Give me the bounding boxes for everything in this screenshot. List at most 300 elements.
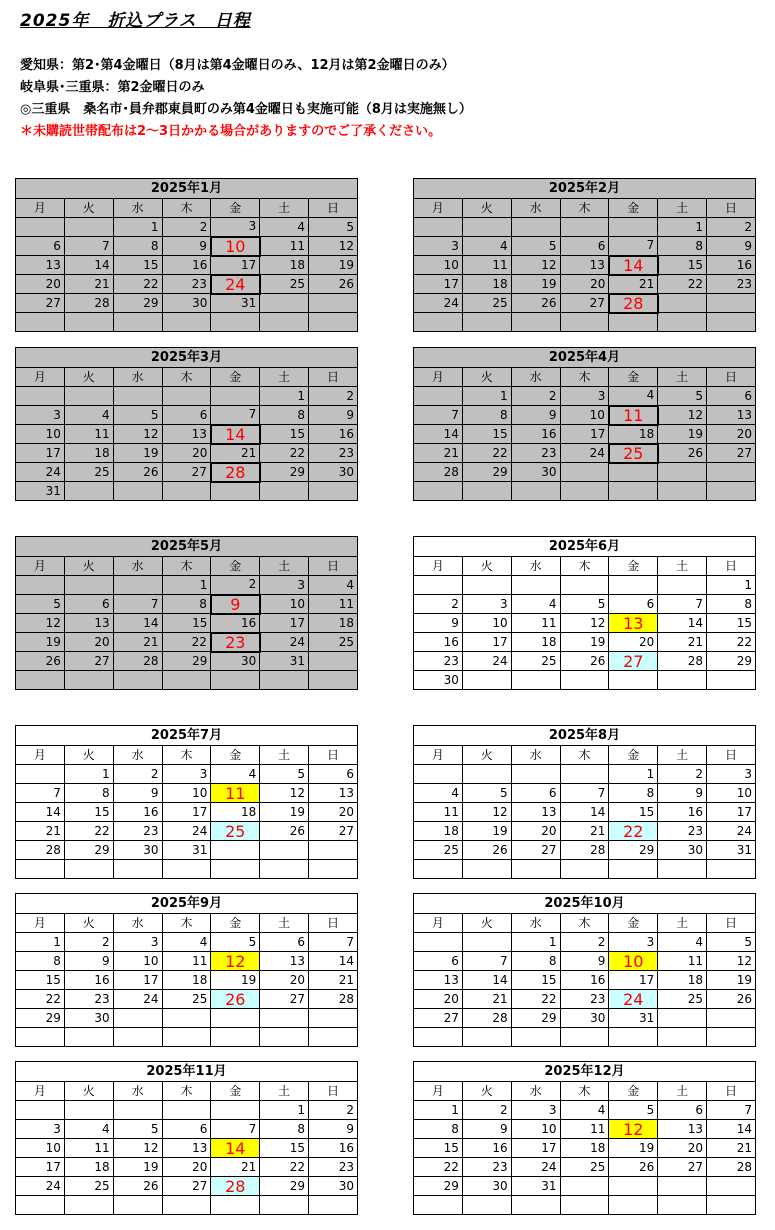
day-cell: 12 bbox=[511, 256, 560, 275]
empty-cell bbox=[511, 313, 560, 332]
day-cell: 6 bbox=[64, 595, 113, 614]
day-cell: 20 bbox=[162, 444, 211, 463]
empty-cell bbox=[162, 387, 211, 406]
day-cell: 24 bbox=[707, 822, 756, 841]
weekday-label: 月 bbox=[16, 746, 65, 765]
empty-cell bbox=[609, 313, 658, 332]
day-cell: 20 bbox=[64, 633, 113, 652]
weekday-label: 水 bbox=[511, 368, 560, 387]
day-cell-highlight: 11 bbox=[609, 406, 658, 425]
day-cell: 24 bbox=[162, 822, 211, 841]
empty-cell bbox=[707, 671, 756, 690]
weekday-label: 木 bbox=[162, 368, 211, 387]
day-cell: 4 bbox=[309, 576, 358, 595]
day-cell: 7 bbox=[609, 237, 658, 256]
day-cell: 23 bbox=[113, 822, 162, 841]
day-cell: 9 bbox=[511, 406, 560, 425]
month-title: 2025年1月 bbox=[16, 179, 358, 199]
day-cell: 26 bbox=[560, 652, 609, 671]
day-cell: 25 bbox=[414, 841, 463, 860]
calendar-month bbox=[413, 178, 756, 332]
day-cell: 2 bbox=[462, 1101, 511, 1120]
empty-cell bbox=[707, 1009, 756, 1028]
day-cell: 15 bbox=[162, 614, 211, 633]
empty-cell bbox=[211, 387, 260, 406]
day-cell: 25 bbox=[64, 463, 113, 482]
day-cell: 2 bbox=[658, 765, 707, 784]
day-cell: 31 bbox=[609, 1009, 658, 1028]
day-cell: 6 bbox=[414, 952, 463, 971]
day-cell: 28 bbox=[309, 990, 358, 1009]
day-cell-highlight-yellow: 12 bbox=[609, 1120, 658, 1139]
day-cell: 3 bbox=[462, 595, 511, 614]
day-cell: 4 bbox=[64, 406, 113, 425]
empty-cell bbox=[658, 1028, 707, 1047]
day-cell: 27 bbox=[707, 444, 756, 463]
empty-cell bbox=[414, 933, 463, 952]
day-cell: 28 bbox=[113, 652, 162, 671]
empty-cell bbox=[462, 765, 511, 784]
empty-cell bbox=[162, 1009, 211, 1028]
day-cell: 25 bbox=[64, 1177, 113, 1196]
day-cell: 4 bbox=[462, 237, 511, 256]
empty-cell bbox=[309, 841, 358, 860]
day-cell: 19 bbox=[609, 1139, 658, 1158]
empty-cell bbox=[211, 313, 260, 332]
weekday-label: 金 bbox=[609, 199, 658, 218]
empty-cell bbox=[560, 1177, 609, 1196]
empty-cell bbox=[260, 1028, 309, 1047]
day-cell: 23 bbox=[162, 275, 211, 294]
note-kuwana: ◎三重県 桑名市･員弁郡東員町のみ第4金曜日も実施可能（8月は実施無し） bbox=[20, 102, 472, 117]
empty-cell bbox=[260, 294, 309, 313]
empty-cell bbox=[658, 671, 707, 690]
note-warning: ＊未購読世帯配布は2～3日かかる場合がありますのでご了承ください。 bbox=[20, 124, 442, 139]
day-cell: 5 bbox=[707, 933, 756, 952]
day-cell: 29 bbox=[462, 463, 511, 482]
day-cell: 20 bbox=[658, 1139, 707, 1158]
day-cell: 23 bbox=[64, 990, 113, 1009]
day-cell: 6 bbox=[511, 784, 560, 803]
empty-cell bbox=[707, 294, 756, 313]
empty-cell bbox=[309, 482, 358, 501]
day-cell: 13 bbox=[16, 256, 65, 275]
day-cell: 18 bbox=[64, 1158, 113, 1177]
day-cell: 2 bbox=[211, 576, 260, 595]
day-cell: 26 bbox=[113, 463, 162, 482]
day-cell: 24 bbox=[511, 1158, 560, 1177]
day-cell: 30 bbox=[309, 1177, 358, 1196]
day-cell: 4 bbox=[414, 784, 463, 803]
day-cell: 13 bbox=[309, 784, 358, 803]
day-cell: 21 bbox=[64, 275, 113, 294]
day-cell: 15 bbox=[260, 425, 309, 444]
empty-cell bbox=[260, 1196, 309, 1215]
day-cell-highlight-blue: 28 bbox=[211, 1177, 260, 1196]
day-cell: 4 bbox=[260, 218, 309, 237]
day-cell: 1 bbox=[260, 387, 309, 406]
empty-cell bbox=[707, 313, 756, 332]
empty-cell bbox=[64, 482, 113, 501]
day-cell: 30 bbox=[211, 652, 260, 671]
notes-block bbox=[20, 56, 472, 144]
day-cell: 5 bbox=[16, 595, 65, 614]
day-cell: 21 bbox=[16, 822, 65, 841]
weekday-label: 月 bbox=[414, 368, 463, 387]
empty-cell bbox=[658, 860, 707, 879]
day-cell: 1 bbox=[64, 765, 113, 784]
day-cell: 11 bbox=[658, 952, 707, 971]
day-cell: 8 bbox=[260, 1120, 309, 1139]
note-aichi: 愛知県：第2･第4金曜日（8月は第4金曜日のみ、12月は第2金曜日のみ） bbox=[20, 58, 455, 73]
day-cell: 6 bbox=[658, 1101, 707, 1120]
weekday-label: 土 bbox=[658, 199, 707, 218]
day-cell: 29 bbox=[511, 1009, 560, 1028]
empty-cell bbox=[707, 860, 756, 879]
day-cell: 5 bbox=[260, 765, 309, 784]
day-cell: 2 bbox=[64, 933, 113, 952]
calendar-month bbox=[15, 536, 358, 690]
day-cell: 5 bbox=[560, 595, 609, 614]
weekday-label: 火 bbox=[64, 914, 113, 933]
empty-cell bbox=[309, 313, 358, 332]
day-cell: 23 bbox=[658, 822, 707, 841]
day-cell: 15 bbox=[658, 256, 707, 275]
day-cell: 6 bbox=[707, 387, 756, 406]
day-cell: 3 bbox=[609, 933, 658, 952]
empty-cell bbox=[414, 1028, 463, 1047]
weekday-label: 水 bbox=[511, 199, 560, 218]
day-cell: 7 bbox=[211, 1120, 260, 1139]
empty-cell bbox=[658, 313, 707, 332]
empty-cell bbox=[511, 218, 560, 237]
weekday-label: 火 bbox=[462, 368, 511, 387]
day-cell: 17 bbox=[414, 275, 463, 294]
day-cell: 9 bbox=[162, 237, 211, 256]
day-cell: 13 bbox=[560, 256, 609, 275]
weekday-label: 日 bbox=[309, 914, 358, 933]
day-cell: 12 bbox=[16, 614, 65, 633]
day-cell: 31 bbox=[511, 1177, 560, 1196]
day-cell: 3 bbox=[260, 576, 309, 595]
day-cell: 16 bbox=[211, 614, 260, 633]
day-cell: 21 bbox=[113, 633, 162, 652]
day-cell: 7 bbox=[707, 1101, 756, 1120]
day-cell-highlight-blue: 26 bbox=[211, 990, 260, 1009]
month-title: 2025年7月 bbox=[16, 726, 358, 746]
weekday-label: 土 bbox=[658, 1082, 707, 1101]
day-cell: 4 bbox=[560, 1101, 609, 1120]
day-cell: 15 bbox=[260, 1139, 309, 1158]
day-cell: 7 bbox=[309, 933, 358, 952]
day-cell: 21 bbox=[414, 444, 463, 463]
day-cell: 28 bbox=[462, 1009, 511, 1028]
weekday-label: 金 bbox=[211, 746, 260, 765]
day-cell: 29 bbox=[113, 294, 162, 313]
day-cell: 30 bbox=[658, 841, 707, 860]
empty-cell bbox=[560, 218, 609, 237]
day-cell: 27 bbox=[260, 990, 309, 1009]
day-cell: 27 bbox=[560, 294, 609, 313]
day-cell: 7 bbox=[414, 406, 463, 425]
month-title: 2025年2月 bbox=[414, 179, 756, 199]
day-cell: 9 bbox=[560, 952, 609, 971]
empty-cell bbox=[260, 860, 309, 879]
empty-cell bbox=[16, 387, 65, 406]
day-cell: 11 bbox=[511, 614, 560, 633]
empty-cell bbox=[658, 482, 707, 501]
empty-cell bbox=[309, 652, 358, 671]
day-cell: 20 bbox=[309, 803, 358, 822]
weekday-label: 日 bbox=[707, 746, 756, 765]
weekday-label: 水 bbox=[511, 1082, 560, 1101]
empty-cell bbox=[414, 313, 463, 332]
day-cell: 10 bbox=[16, 1139, 65, 1158]
empty-cell bbox=[560, 482, 609, 501]
weekday-label: 月 bbox=[414, 914, 463, 933]
day-cell: 24 bbox=[16, 1177, 65, 1196]
day-cell: 6 bbox=[309, 765, 358, 784]
empty-cell bbox=[113, 482, 162, 501]
weekday-label: 日 bbox=[707, 557, 756, 576]
day-cell: 4 bbox=[609, 387, 658, 406]
day-cell: 3 bbox=[560, 387, 609, 406]
empty-cell bbox=[658, 576, 707, 595]
day-cell: 20 bbox=[260, 971, 309, 990]
day-cell: 5 bbox=[462, 784, 511, 803]
day-cell-highlight: 24 bbox=[211, 275, 260, 294]
day-cell: 18 bbox=[260, 256, 309, 275]
day-cell: 2 bbox=[309, 387, 358, 406]
day-cell: 28 bbox=[414, 463, 463, 482]
day-cell: 18 bbox=[309, 614, 358, 633]
day-cell: 22 bbox=[113, 275, 162, 294]
empty-cell bbox=[658, 1196, 707, 1215]
day-cell: 3 bbox=[16, 406, 65, 425]
weekday-label: 土 bbox=[658, 746, 707, 765]
day-cell: 8 bbox=[707, 595, 756, 614]
day-cell: 26 bbox=[260, 822, 309, 841]
empty-cell bbox=[309, 860, 358, 879]
day-cell-highlight-yellow: 14 bbox=[211, 1139, 260, 1158]
day-cell: 29 bbox=[16, 1009, 65, 1028]
calendar-month bbox=[15, 347, 358, 501]
empty-cell bbox=[609, 1177, 658, 1196]
empty-cell bbox=[511, 671, 560, 690]
day-cell: 15 bbox=[462, 425, 511, 444]
empty-cell bbox=[309, 671, 358, 690]
day-cell: 11 bbox=[309, 595, 358, 614]
day-cell: 21 bbox=[609, 275, 658, 294]
empty-cell bbox=[511, 1196, 560, 1215]
empty-cell bbox=[211, 1101, 260, 1120]
day-cell: 29 bbox=[260, 463, 309, 482]
day-cell-highlight: 14 bbox=[609, 256, 658, 275]
weekday-label: 火 bbox=[64, 557, 113, 576]
day-cell: 3 bbox=[414, 237, 463, 256]
day-cell: 20 bbox=[511, 822, 560, 841]
day-cell: 17 bbox=[707, 803, 756, 822]
weekday-label: 土 bbox=[260, 368, 309, 387]
day-cell: 11 bbox=[260, 237, 309, 256]
weekday-label: 金 bbox=[609, 368, 658, 387]
day-cell: 15 bbox=[414, 1139, 463, 1158]
weekday-label: 火 bbox=[64, 368, 113, 387]
day-cell: 19 bbox=[707, 971, 756, 990]
day-cell: 14 bbox=[64, 256, 113, 275]
day-cell: 2 bbox=[511, 387, 560, 406]
weekday-label: 月 bbox=[16, 557, 65, 576]
weekday-label: 月 bbox=[16, 199, 65, 218]
day-cell: 31 bbox=[211, 294, 260, 313]
day-cell: 26 bbox=[609, 1158, 658, 1177]
day-cell: 16 bbox=[707, 256, 756, 275]
weekday-label: 木 bbox=[560, 914, 609, 933]
day-cell: 5 bbox=[609, 1101, 658, 1120]
day-cell: 14 bbox=[414, 425, 463, 444]
empty-cell bbox=[414, 218, 463, 237]
empty-cell bbox=[64, 387, 113, 406]
weekday-label: 火 bbox=[462, 1082, 511, 1101]
empty-cell bbox=[162, 313, 211, 332]
day-cell: 28 bbox=[16, 841, 65, 860]
day-cell: 28 bbox=[658, 652, 707, 671]
day-cell: 14 bbox=[462, 971, 511, 990]
day-cell: 17 bbox=[560, 425, 609, 444]
empty-cell bbox=[64, 313, 113, 332]
empty-cell bbox=[162, 671, 211, 690]
month-title: 2025年12月 bbox=[414, 1062, 756, 1082]
day-cell: 18 bbox=[609, 425, 658, 444]
day-cell: 11 bbox=[162, 952, 211, 971]
day-cell: 17 bbox=[113, 971, 162, 990]
weekday-label: 水 bbox=[113, 368, 162, 387]
day-cell: 15 bbox=[609, 803, 658, 822]
day-cell: 31 bbox=[16, 482, 65, 501]
day-cell: 26 bbox=[511, 294, 560, 313]
day-cell-highlight: 25 bbox=[609, 444, 658, 463]
day-cell: 24 bbox=[462, 652, 511, 671]
day-cell: 19 bbox=[560, 633, 609, 652]
day-cell: 2 bbox=[309, 1101, 358, 1120]
day-cell: 23 bbox=[462, 1158, 511, 1177]
day-cell: 11 bbox=[560, 1120, 609, 1139]
weekday-label: 木 bbox=[560, 368, 609, 387]
day-cell: 8 bbox=[414, 1120, 463, 1139]
day-cell: 15 bbox=[113, 256, 162, 275]
weekday-label: 金 bbox=[211, 199, 260, 218]
day-cell: 18 bbox=[511, 633, 560, 652]
day-cell: 17 bbox=[16, 444, 65, 463]
weekday-label: 火 bbox=[64, 746, 113, 765]
weekday-label: 月 bbox=[16, 368, 65, 387]
day-cell: 27 bbox=[162, 463, 211, 482]
weekday-label: 土 bbox=[260, 914, 309, 933]
weekday-label: 月 bbox=[414, 557, 463, 576]
day-cell: 2 bbox=[113, 765, 162, 784]
empty-cell bbox=[16, 576, 65, 595]
day-cell: 22 bbox=[414, 1158, 463, 1177]
day-cell: 22 bbox=[462, 444, 511, 463]
weekday-label: 月 bbox=[414, 746, 463, 765]
empty-cell bbox=[462, 218, 511, 237]
day-cell: 16 bbox=[309, 1139, 358, 1158]
empty-cell bbox=[113, 1009, 162, 1028]
day-cell: 17 bbox=[260, 614, 309, 633]
day-cell: 7 bbox=[658, 595, 707, 614]
empty-cell bbox=[113, 576, 162, 595]
day-cell: 16 bbox=[511, 425, 560, 444]
calendar-month bbox=[413, 1061, 756, 1215]
day-cell: 24 bbox=[414, 294, 463, 313]
empty-cell bbox=[560, 576, 609, 595]
day-cell: 29 bbox=[260, 1177, 309, 1196]
empty-cell bbox=[462, 313, 511, 332]
empty-cell bbox=[309, 294, 358, 313]
empty-cell bbox=[707, 1196, 756, 1215]
day-cell: 27 bbox=[511, 841, 560, 860]
empty-cell bbox=[16, 1101, 65, 1120]
weekday-label: 火 bbox=[462, 746, 511, 765]
day-cell: 5 bbox=[658, 387, 707, 406]
day-cell: 22 bbox=[16, 990, 65, 1009]
day-cell: 5 bbox=[211, 933, 260, 952]
weekday-label: 日 bbox=[707, 368, 756, 387]
day-cell: 22 bbox=[658, 275, 707, 294]
day-cell: 7 bbox=[64, 237, 113, 256]
empty-cell bbox=[113, 860, 162, 879]
empty-cell bbox=[64, 218, 113, 237]
empty-cell bbox=[658, 1177, 707, 1196]
day-cell: 9 bbox=[64, 952, 113, 971]
day-cell: 5 bbox=[113, 406, 162, 425]
day-cell: 9 bbox=[309, 1120, 358, 1139]
day-cell: 14 bbox=[560, 803, 609, 822]
day-cell: 18 bbox=[560, 1139, 609, 1158]
empty-cell bbox=[211, 1009, 260, 1028]
day-cell: 22 bbox=[511, 990, 560, 1009]
day-cell: 18 bbox=[414, 822, 463, 841]
day-cell: 7 bbox=[560, 784, 609, 803]
empty-cell bbox=[609, 576, 658, 595]
day-cell: 26 bbox=[113, 1177, 162, 1196]
month-title: 2025年4月 bbox=[414, 348, 756, 368]
empty-cell bbox=[462, 860, 511, 879]
calendar-month bbox=[413, 536, 756, 690]
weekday-label: 火 bbox=[462, 914, 511, 933]
day-cell: 25 bbox=[462, 294, 511, 313]
weekday-label: 水 bbox=[113, 746, 162, 765]
day-cell: 21 bbox=[560, 822, 609, 841]
day-cell: 10 bbox=[511, 1120, 560, 1139]
empty-cell bbox=[658, 294, 707, 313]
day-cell: 17 bbox=[162, 803, 211, 822]
day-cell: 20 bbox=[560, 275, 609, 294]
day-cell: 29 bbox=[707, 652, 756, 671]
day-cell: 22 bbox=[260, 444, 309, 463]
day-cell: 30 bbox=[309, 463, 358, 482]
empty-cell bbox=[211, 1028, 260, 1047]
day-cell: 9 bbox=[113, 784, 162, 803]
empty-cell bbox=[260, 313, 309, 332]
empty-cell bbox=[162, 1101, 211, 1120]
empty-cell bbox=[16, 671, 65, 690]
day-cell: 18 bbox=[64, 444, 113, 463]
day-cell-highlight-yellow: 10 bbox=[609, 952, 658, 971]
day-cell: 6 bbox=[162, 406, 211, 425]
empty-cell bbox=[113, 1196, 162, 1215]
empty-cell bbox=[260, 1009, 309, 1028]
